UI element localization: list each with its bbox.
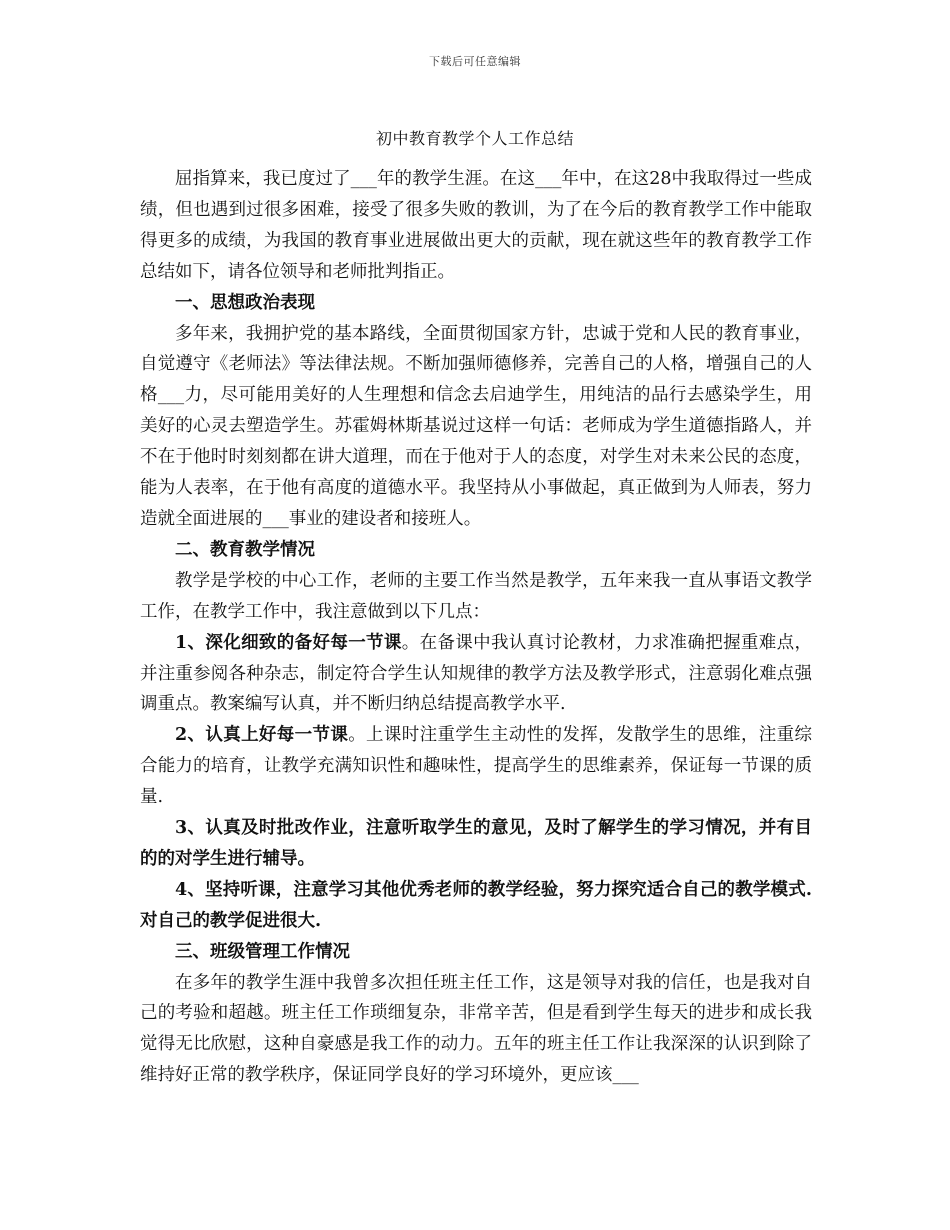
section-3-paragraph: 在多年的教学生涯中我曾多次担任班主任工作，这是领导对我的信任，也是我对自己的考验和超越。班主任工作琐细复杂，非常辛苦，但是看到学生每天的进步和成长我觉得无比欣慰，这种自豪感是我工作的动力。五年的班主任工作让我深深的认识到除了维持好正常的教学秩序，保证同学良好的学习环境外，更应该___ — [140, 972, 812, 1086]
list-item-bold: 3、认真及时批改作业，注意听取学生的意见，及时了解学生的学习情况，并有目的的对学生进行辅导。 — [140, 818, 812, 869]
document-title: 初中教育教学个人工作总结 — [375, 129, 574, 148]
intro-paragraph: 屈指算来，我已度过了___年的教学生涯。在这___年中，在这28中我取得过一些成绩，但也遇到过很多困难，接受了很多失败的教训，为了在今后的教育教学工作中能取得更多的成绩，为我国的教育事业进展做出更大的贡献，现在就这些年的教育教学工作总结如下，请各位领导和老师批判指正。 — [140, 169, 812, 282]
section-heading-3: 三、班级管理工作情况 — [175, 941, 350, 962]
section-heading-1: 一、思想政治表现 — [175, 292, 315, 313]
section-2-paragraph: 教学是学校的中心工作，老师的主要工作当然是教学，五年来我一直从事语文教学工作，在教学工作中，我注意做到以下几点： — [140, 570, 812, 622]
watermark-text: 下载后可任意编辑 — [429, 55, 521, 68]
section-1-paragraph: 多年来，我拥护党的基本路线，全面贯彻国家方针，忠诚于党和人民的教育事业，自觉遵守《老师法》等法律法规。不断加强师德修养，完善自己的人格，增强自己的人格___力，尽可能用美好的人生理想和信念去启迪学生，用纯洁的品行去感染学生，用美好的心灵去塑造学生。苏霍姆林斯基说过这样一句话：老师成为学生道德指路人，并不在于他时时刻刻都在讲大道理，而在于他对于人的态度，对学生对未来公民的态度，能为人表率，在于他有高度的道德水平。我坚持从小事做起，真正做到为人师表，努力造就全面进展的___事业的建设者和接班人。 — [140, 323, 812, 529]
list-item-lead: 1、深化细致的备好每一节课 — [175, 632, 402, 653]
list-item — [140, 720, 812, 813]
list-item-lead: 2、认真上好每一节课 — [175, 725, 349, 746]
list-item-bold: 4、坚持听课，注意学习其他优秀老师的教学经验，努力探究适合自己的教学模式.对自己的教学促进很大. — [140, 879, 812, 931]
list-item-text: 。在备课中我认真讨论教材，力求准确把握重难点，并注重参阅各种杂志，制定符合学生认知规律的教学方法及教学形式，注意弱化难点强调重点。教案编写认真，并不断归纳总结提高教学水平. — [140, 632, 812, 715]
section-heading-2: 二、教育教学情况 — [175, 539, 315, 560]
list-item — [140, 628, 812, 721]
list-item-text: 。上课时注重学生主动性的发挥，发散学生的思维，注重综合能力的培育，让教学充满知识性和趣味性，提高学生的思维素养，保证每一节课的质量. — [140, 725, 812, 808]
document-body — [140, 164, 812, 1091]
